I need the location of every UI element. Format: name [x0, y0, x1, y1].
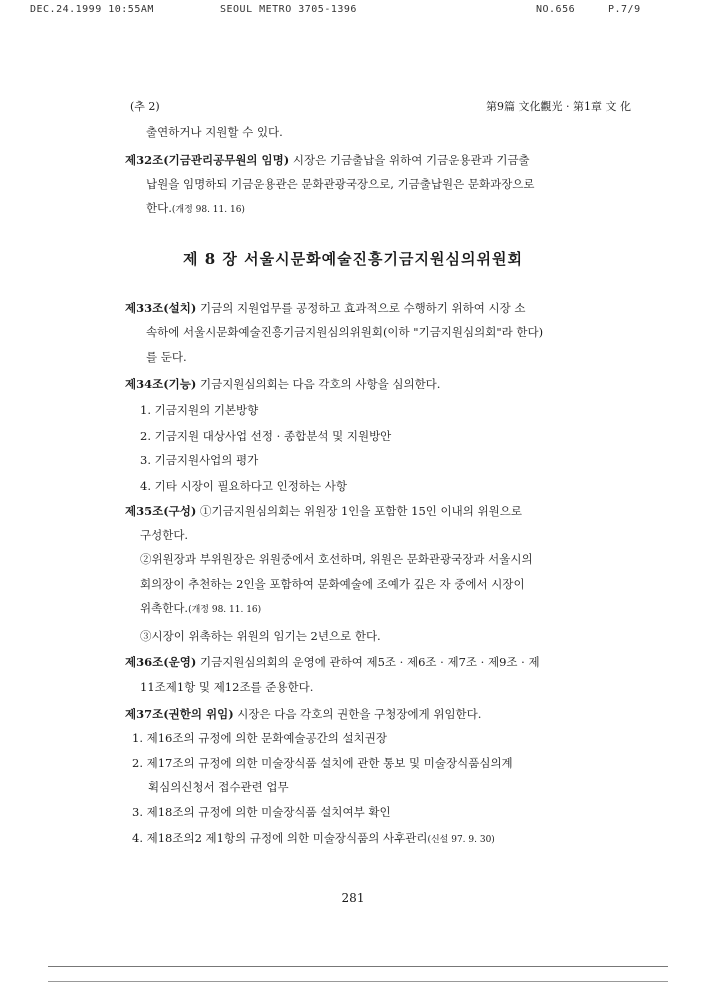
- article-33-line-2: 속하에 서울시문화예술진흥기금지원심의위원회(이하 "기금지원심의회"라 한다): [146, 325, 544, 339]
- article-34-item-3: 3. 기금지원사업의 평가: [140, 453, 259, 467]
- article-32-text-3: 한다.: [146, 201, 172, 215]
- article-35-p2-amend: (개정 98. 11. 16): [188, 605, 262, 615]
- article-32-line-3: [146, 200, 245, 218]
- article-33-title: 제33조(설치): [125, 301, 197, 315]
- article-32-title: 제32조(기금관리공무원의 임명): [125, 153, 290, 167]
- article-37-item-4-amend: (신설 97. 9. 30): [427, 835, 495, 845]
- fax-page: P.7/9: [608, 4, 641, 15]
- article-36-text-1: 기금지원심의회의 운영에 관하여 제5조 · 제6조 · 제7조 · 제9조 · 제: [196, 655, 540, 669]
- article-32-line-1: [125, 152, 530, 168]
- article-36-line-2: 11조제1항 및 제12조를 준용한다.: [140, 680, 314, 694]
- article-35-p1-line-2: 구성한다.: [140, 528, 189, 542]
- article-34-item-1: 1. 기금지원의 기본방향: [140, 403, 259, 417]
- running-header: [130, 98, 631, 114]
- scan-edge-line-bottom: [48, 981, 668, 982]
- article-37-title: 제37조(권한의 위임): [125, 707, 234, 721]
- article-32-line-2: 납원을 임명하되 기금운용관은 문화관광국장으로, 기금출납원은 문화과장으로: [146, 177, 535, 191]
- running-header-right: 第9篇 文化觀光 · 第1章 文 化: [486, 100, 631, 113]
- fax-doc-no: NO.656: [536, 4, 576, 15]
- fax-sender: SEOUL METRO 3705-1396: [220, 4, 357, 15]
- article-36-title: 제36조(운영): [125, 655, 197, 669]
- running-header-left: (추 2): [130, 100, 160, 113]
- article-35-title: 제35조(구성): [125, 504, 197, 518]
- article-35-p2-line-2: 회의장이 추천하는 2인을 포함하여 문화예술에 조예가 깊은 자 중에서 시장이: [140, 577, 525, 591]
- article-35-p2-text-3: 위촉한다.: [140, 601, 189, 615]
- article-37-item-2-line-2: 획심의신청서 접수관련 업무: [148, 780, 289, 794]
- article-35-line-1: [125, 503, 522, 519]
- article-34-text: 기금지원심의회는 다음 각호의 사항을 심의한다.: [196, 377, 441, 391]
- article-32-prev-cont: 출연하거나 지원할 수 있다.: [146, 125, 283, 139]
- article-37-item-1: 1. 제16조의 규정에 의한 문화예술공간의 설치권장: [132, 731, 387, 745]
- article-34-item-4: 4. 기타 시장이 필요하다고 인정하는 사항: [140, 479, 347, 493]
- article-35-p1-text-1: ①기금지원심의회는 위원장 1인을 포함한 15인 이내의 위원으로: [196, 504, 522, 518]
- article-32-text-1: 시장은 기금출납을 위하여 기금운용관과 기금출: [289, 153, 530, 167]
- chapter-title: 제 8 장 서울시문화예술진흥기금지원심의위원회: [183, 250, 523, 268]
- article-33-line-1: [125, 300, 526, 316]
- article-36-line-1: [125, 654, 540, 670]
- article-37-heading: [125, 706, 481, 722]
- article-34-item-2: 2. 기금지원 대상사업 선정 · 종합분석 및 지원방안: [140, 429, 392, 443]
- article-32-amend: (개정 98. 11. 16): [171, 205, 245, 215]
- article-37-item-4-text: 4. 제18조의2 제1항의 규정에 의한 미술장식품의 사후관리: [132, 831, 428, 845]
- article-37-item-4: [132, 830, 495, 848]
- article-35-p3: ③시장이 위촉하는 위원의 임기는 2년으로 한다.: [140, 629, 381, 643]
- fax-date-time: DEC.24.1999 10:55AM: [30, 4, 154, 15]
- article-33-text-1: 기금의 지원업무를 공정하고 효과적으로 수행하기 위하여 시장 소: [196, 301, 526, 315]
- article-33-line-3: 를 둔다.: [146, 350, 187, 364]
- fax-header: [30, 4, 658, 20]
- article-37-text: 시장은 다음 각호의 권한을 구청장에게 위임한다.: [233, 707, 482, 721]
- page-number: 281: [341, 891, 365, 905]
- article-34-heading: [125, 376, 440, 392]
- article-37-item-3: 3. 제18조의 규정에 의한 미술장식품 설치여부 확인: [132, 805, 391, 819]
- article-35-p2-line-3: [140, 600, 261, 618]
- article-35-p2-line-1: ②위원장과 부위원장은 위원중에서 호선하며, 위원은 문화관광국장과 서울시의: [140, 552, 533, 566]
- article-37-item-2-line-1: 2. 제17조의 규정에 의한 미술장식품 설치에 관한 통보 및 미술장식품심의계: [132, 756, 513, 770]
- article-34-title: 제34조(기능): [125, 377, 197, 391]
- scan-edge-line-top: [48, 966, 668, 967]
